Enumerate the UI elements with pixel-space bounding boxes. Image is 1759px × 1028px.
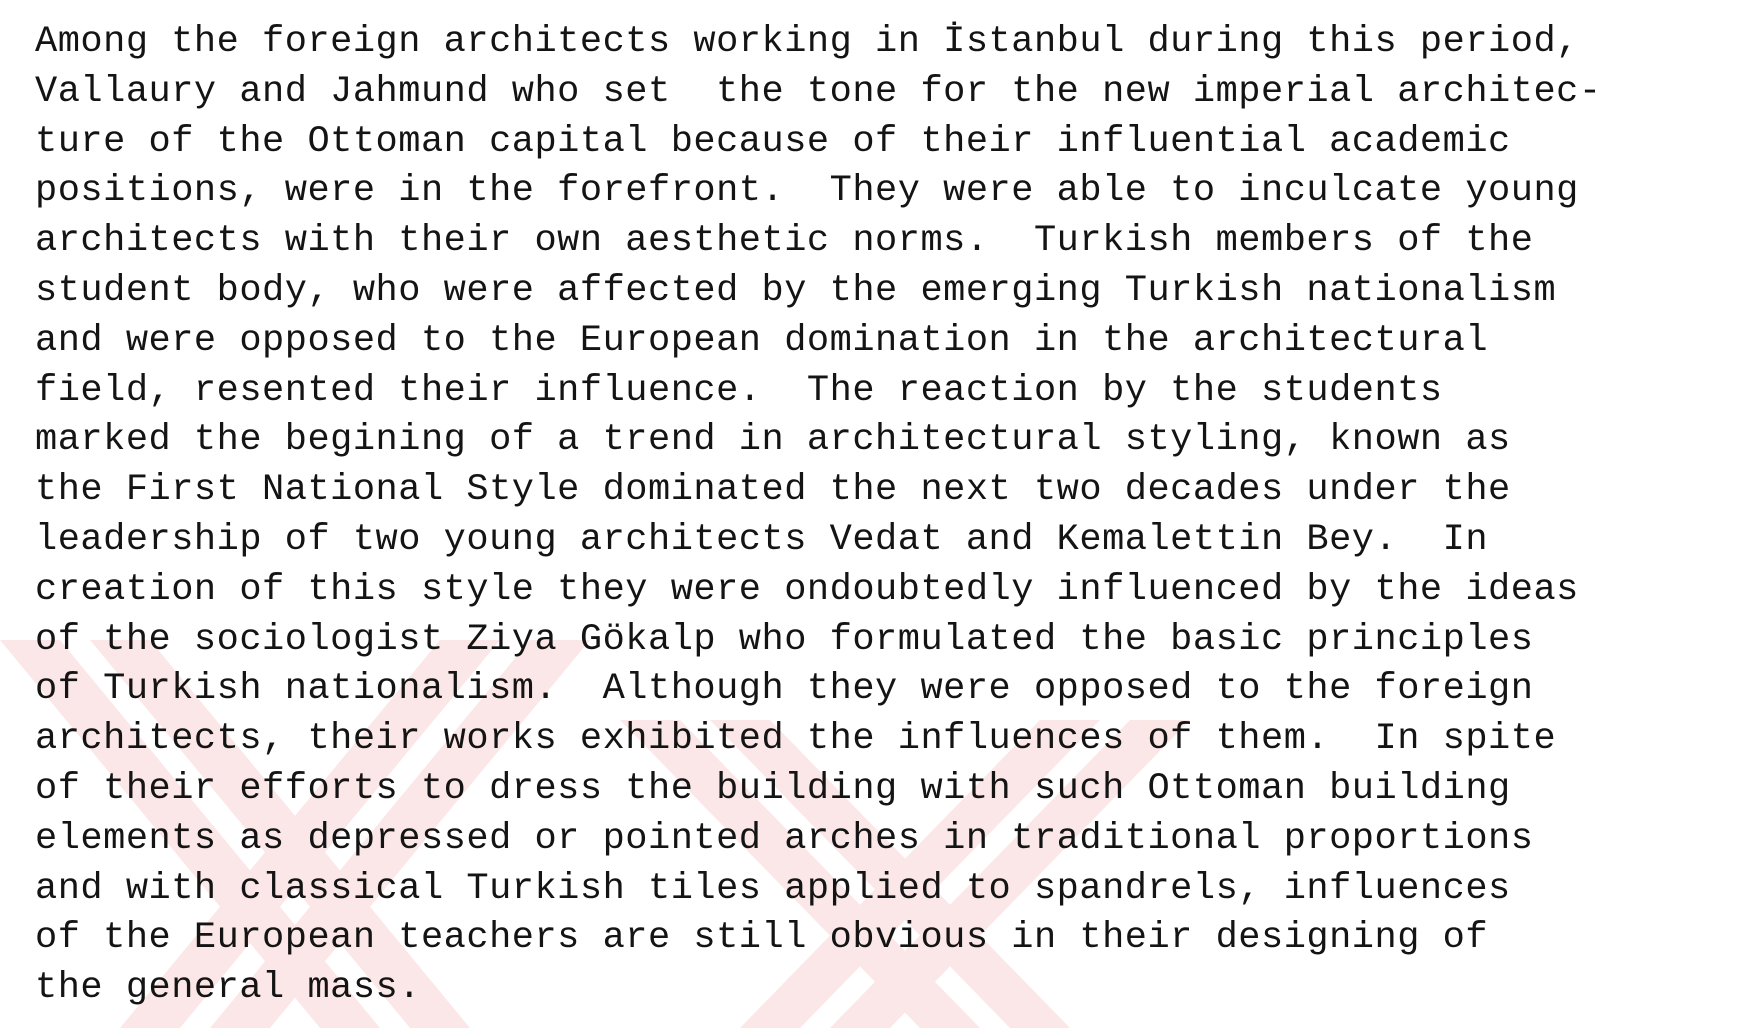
text-line: architects with their own aesthetic norms. Turkish members of the	[35, 220, 1534, 263]
text-line: the First National Style dominated the next two decades under the	[35, 469, 1511, 512]
text-line: Vallaury and Jahmund who set the tone for the new imperial architec-	[35, 70, 1602, 113]
text-line: and were opposed to the European domination in the architectural	[35, 319, 1489, 362]
text-line: Among the foreign architects working in İstanbul during this period,	[35, 21, 1579, 63]
text-line: and with classical Turkish tiles applied to spandrels, influences	[35, 867, 1511, 910]
text-line: student body, who were affected by the emerging Turkish nationalism	[35, 269, 1557, 312]
text-line: positions, were in the forefront. They were able to inculcate young	[35, 170, 1579, 213]
text-line: marked the begining of a trend in architectural styling, known as	[35, 419, 1511, 462]
text-line: of the European teachers are still obvious in their designing of	[35, 917, 1489, 960]
text-line: leadership of two young architects Vedat and Kemalettin Bey. In	[35, 518, 1489, 561]
text-line: ture of the Ottoman capital because of their influential academic	[35, 120, 1511, 163]
text-line: field, resented their influence. The reaction by the students	[35, 369, 1443, 412]
text-line: of the sociologist Ziya Gökalp who formulated the basic principles	[35, 618, 1534, 661]
document-page	[35, 18, 1735, 1014]
text-line: of their efforts to dress the building with such Ottoman building	[35, 767, 1511, 810]
text-line: of Turkish nationalism. Although they were opposed to the foreign	[35, 668, 1534, 711]
text-line: creation of this style they were ondoubtedly influenced by the ideas	[35, 568, 1579, 611]
text-line: elements as depressed or pointed arches in traditional proportions	[35, 817, 1534, 860]
text-line: architects, their works exhibited the influences of them. In spite	[35, 718, 1557, 761]
text-line: the general mass.	[35, 967, 421, 1010]
